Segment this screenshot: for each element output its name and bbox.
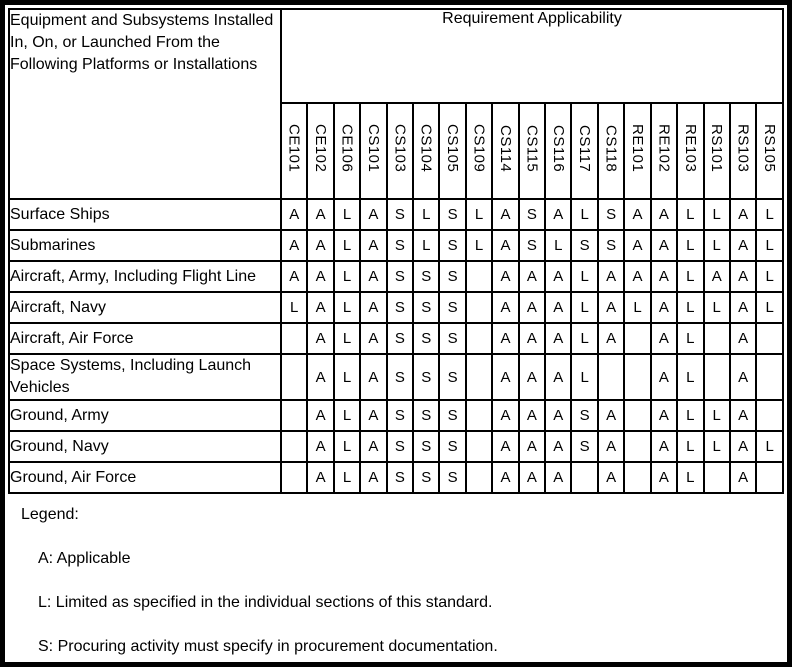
column-header-label: CS114 bbox=[496, 124, 514, 173]
applicability-cell: L bbox=[677, 199, 703, 230]
applicability-cell: A bbox=[704, 261, 730, 292]
applicability-cell: A bbox=[651, 431, 677, 462]
applicability-cell: S bbox=[387, 431, 413, 462]
applicability-cell: A bbox=[730, 462, 756, 493]
requirement-applicability-table bbox=[8, 8, 784, 494]
applicability-cell: A bbox=[598, 323, 624, 354]
applicability-cell: S bbox=[413, 261, 439, 292]
applicability-cell: L bbox=[466, 199, 492, 230]
applicability-cell: A bbox=[730, 354, 756, 400]
applicability-cell: L bbox=[334, 354, 360, 400]
applicability-cell: L bbox=[677, 431, 703, 462]
column-header-ce102 bbox=[307, 103, 333, 199]
applicability-cell: S bbox=[387, 400, 413, 431]
applicability-cell: L bbox=[704, 292, 730, 323]
column-header-rs105 bbox=[756, 103, 783, 199]
applicability-cell bbox=[466, 400, 492, 431]
applicability-cell: A bbox=[492, 292, 518, 323]
applicability-cell: A bbox=[307, 292, 333, 323]
applicability-cell bbox=[704, 323, 730, 354]
applicability-cell: S bbox=[439, 199, 465, 230]
column-header-label: CS103 bbox=[391, 124, 409, 173]
applicability-cell: A bbox=[598, 431, 624, 462]
column-header-re101 bbox=[624, 103, 650, 199]
applicability-cell bbox=[466, 292, 492, 323]
applicability-cell: L bbox=[334, 292, 360, 323]
applicability-cell: S bbox=[439, 323, 465, 354]
applicability-cell: S bbox=[413, 462, 439, 493]
applicability-cell: A bbox=[730, 431, 756, 462]
column-header-cs115 bbox=[519, 103, 545, 199]
column-header-label: CS117 bbox=[576, 124, 594, 173]
applicability-cell: A bbox=[307, 199, 333, 230]
applicability-cell bbox=[598, 354, 624, 400]
applicability-cell: A bbox=[307, 431, 333, 462]
applicability-cell: A bbox=[624, 199, 650, 230]
applicability-cell: A bbox=[307, 354, 333, 400]
applicability-cell: A bbox=[360, 354, 386, 400]
applicability-cell bbox=[281, 462, 307, 493]
applicability-cell: S bbox=[387, 199, 413, 230]
column-header-label: RS105 bbox=[761, 124, 779, 173]
column-header-label: RE102 bbox=[655, 124, 673, 173]
applicability-cell: A bbox=[281, 261, 307, 292]
applicability-cell: A bbox=[307, 261, 333, 292]
column-header-re102 bbox=[651, 103, 677, 199]
applicability-cell: A bbox=[545, 462, 571, 493]
applicability-cell bbox=[756, 400, 783, 431]
applicability-cell: A bbox=[730, 292, 756, 323]
applicability-cell: A bbox=[360, 400, 386, 431]
applicability-cell: L bbox=[704, 400, 730, 431]
column-header-cs104 bbox=[413, 103, 439, 199]
applicability-cell: L bbox=[704, 199, 730, 230]
applicability-cell: L bbox=[677, 400, 703, 431]
applicability-cell: L bbox=[545, 230, 571, 261]
applicability-cell bbox=[466, 431, 492, 462]
column-header-cs101 bbox=[360, 103, 386, 199]
applicability-cell: A bbox=[598, 292, 624, 323]
applicability-cell: S bbox=[413, 323, 439, 354]
applicability-cell: L bbox=[571, 323, 597, 354]
applicability-cell: A bbox=[360, 431, 386, 462]
applicability-cell: L bbox=[571, 199, 597, 230]
applicability-cell: A bbox=[281, 199, 307, 230]
applicability-cell: S bbox=[439, 230, 465, 261]
column-header-label: CS104 bbox=[417, 124, 435, 173]
applicability-cell: A bbox=[598, 400, 624, 431]
applicability-cell: A bbox=[651, 261, 677, 292]
column-header-cs105 bbox=[439, 103, 465, 199]
applicability-cell: S bbox=[519, 199, 545, 230]
applicability-cell: L bbox=[413, 199, 439, 230]
applicability-cell: L bbox=[334, 462, 360, 493]
applicability-cell: S bbox=[571, 230, 597, 261]
applicability-cell: L bbox=[571, 354, 597, 400]
applicability-cell: A bbox=[519, 431, 545, 462]
column-header-label: RS101 bbox=[708, 124, 726, 173]
applicability-cell: A bbox=[545, 400, 571, 431]
column-header-label: CS105 bbox=[444, 124, 462, 173]
main-header: Requirement Applicability bbox=[281, 9, 783, 103]
table-row bbox=[9, 292, 783, 323]
applicability-cell: L bbox=[677, 462, 703, 493]
row-label: Aircraft, Army, Including Flight Line bbox=[9, 261, 281, 292]
applicability-cell: S bbox=[387, 462, 413, 493]
legend bbox=[8, 494, 784, 656]
applicability-cell: A bbox=[360, 323, 386, 354]
column-header-cs103 bbox=[387, 103, 413, 199]
table-row bbox=[9, 199, 783, 230]
column-header-cs116 bbox=[545, 103, 571, 199]
table-row bbox=[9, 354, 783, 400]
applicability-cell: L bbox=[756, 261, 783, 292]
applicability-cell: A bbox=[545, 431, 571, 462]
applicability-cell: S bbox=[598, 199, 624, 230]
legend-item-limited: L: Limited as specified in the individual sections of this standard. bbox=[38, 594, 493, 611]
column-header-label: RS103 bbox=[734, 124, 752, 173]
applicability-cell: L bbox=[677, 323, 703, 354]
table-row bbox=[9, 261, 783, 292]
applicability-cell: S bbox=[413, 292, 439, 323]
applicability-cell: A bbox=[492, 230, 518, 261]
applicability-cell: A bbox=[492, 199, 518, 230]
row-label: Surface Ships bbox=[9, 199, 281, 230]
applicability-cell bbox=[281, 354, 307, 400]
applicability-cell: S bbox=[439, 462, 465, 493]
applicability-cell: L bbox=[281, 292, 307, 323]
applicability-cell: L bbox=[756, 292, 783, 323]
applicability-cell: S bbox=[387, 354, 413, 400]
applicability-cell: A bbox=[651, 354, 677, 400]
applicability-cell: S bbox=[519, 230, 545, 261]
applicability-cell: L bbox=[756, 431, 783, 462]
applicability-cell: A bbox=[307, 400, 333, 431]
applicability-cell: L bbox=[624, 292, 650, 323]
column-header-rs101 bbox=[704, 103, 730, 199]
applicability-cell: A bbox=[730, 400, 756, 431]
applicability-cell: A bbox=[492, 323, 518, 354]
table-row bbox=[9, 400, 783, 431]
header-row-main bbox=[9, 9, 783, 103]
applicability-cell: A bbox=[651, 400, 677, 431]
applicability-cell: S bbox=[413, 431, 439, 462]
column-header-label: CE102 bbox=[312, 124, 330, 173]
applicability-cell bbox=[756, 354, 783, 400]
applicability-cell: L bbox=[334, 230, 360, 261]
row-label: Ground, Navy bbox=[9, 431, 281, 462]
applicability-cell: A bbox=[360, 292, 386, 323]
applicability-cell: S bbox=[439, 261, 465, 292]
column-header-cs117 bbox=[571, 103, 597, 199]
column-header-cs118 bbox=[598, 103, 624, 199]
applicability-cell bbox=[466, 323, 492, 354]
applicability-cell: A bbox=[519, 323, 545, 354]
applicability-cell: A bbox=[492, 462, 518, 493]
applicability-cell: A bbox=[492, 354, 518, 400]
column-header-ce106 bbox=[334, 103, 360, 199]
applicability-cell: A bbox=[519, 292, 545, 323]
row-label: Aircraft, Air Force bbox=[9, 323, 281, 354]
applicability-cell: S bbox=[598, 230, 624, 261]
applicability-cell: A bbox=[624, 230, 650, 261]
column-header-label: CE106 bbox=[338, 124, 356, 173]
applicability-cell: A bbox=[307, 230, 333, 261]
applicability-cell bbox=[624, 400, 650, 431]
applicability-cell: L bbox=[756, 199, 783, 230]
applicability-cell: A bbox=[307, 462, 333, 493]
applicability-cell bbox=[466, 462, 492, 493]
applicability-cell: S bbox=[439, 354, 465, 400]
applicability-cell: L bbox=[677, 354, 703, 400]
applicability-cell: A bbox=[492, 400, 518, 431]
applicability-cell: S bbox=[413, 354, 439, 400]
applicability-cell: A bbox=[545, 292, 571, 323]
column-header-label: CS115 bbox=[523, 124, 541, 173]
column-header-label: CS101 bbox=[364, 124, 382, 173]
table-row bbox=[9, 323, 783, 354]
table-row bbox=[9, 230, 783, 261]
applicability-cell: S bbox=[413, 400, 439, 431]
applicability-cell: A bbox=[651, 292, 677, 323]
applicability-cell: S bbox=[571, 400, 597, 431]
applicability-cell: A bbox=[598, 462, 624, 493]
applicability-cell bbox=[281, 431, 307, 462]
applicability-cell: L bbox=[756, 230, 783, 261]
applicability-cell: A bbox=[545, 354, 571, 400]
applicability-cell: A bbox=[730, 230, 756, 261]
applicability-cell: L bbox=[677, 292, 703, 323]
applicability-cell: A bbox=[492, 261, 518, 292]
legend-title: Legend: bbox=[21, 506, 79, 523]
column-header-re103 bbox=[677, 103, 703, 199]
applicability-cell bbox=[624, 354, 650, 400]
applicability-cell: L bbox=[677, 230, 703, 261]
applicability-cell: S bbox=[571, 431, 597, 462]
table-row bbox=[9, 462, 783, 493]
legend-item-applicable: A: Applicable bbox=[38, 550, 131, 567]
applicability-cell bbox=[704, 354, 730, 400]
table-row bbox=[9, 431, 783, 462]
column-header-label: CS109 bbox=[470, 124, 488, 173]
applicability-cell bbox=[756, 323, 783, 354]
row-label: Submarines bbox=[9, 230, 281, 261]
applicability-cell bbox=[571, 462, 597, 493]
column-header-label: CS116 bbox=[549, 124, 567, 173]
applicability-cell: A bbox=[624, 261, 650, 292]
applicability-cell: A bbox=[492, 431, 518, 462]
applicability-cell bbox=[624, 323, 650, 354]
applicability-cell: S bbox=[387, 292, 413, 323]
applicability-cell: A bbox=[651, 462, 677, 493]
applicability-cell: A bbox=[651, 323, 677, 354]
applicability-cell: A bbox=[545, 323, 571, 354]
applicability-cell: A bbox=[730, 261, 756, 292]
column-header-cs114 bbox=[492, 103, 518, 199]
applicability-cell: L bbox=[334, 199, 360, 230]
applicability-cell: A bbox=[360, 261, 386, 292]
applicability-cell: L bbox=[704, 230, 730, 261]
applicability-cell bbox=[624, 431, 650, 462]
applicability-cell: A bbox=[360, 230, 386, 261]
applicability-cell: A bbox=[281, 230, 307, 261]
applicability-cell: A bbox=[730, 323, 756, 354]
applicability-cell: S bbox=[439, 292, 465, 323]
column-header-label: RE103 bbox=[681, 124, 699, 173]
applicability-cell: L bbox=[334, 261, 360, 292]
row-label: Space Systems, Including Launch Vehicles bbox=[9, 354, 281, 400]
applicability-cell: A bbox=[519, 462, 545, 493]
row-label: Ground, Army bbox=[9, 400, 281, 431]
applicability-cell: A bbox=[307, 323, 333, 354]
applicability-cell: L bbox=[334, 400, 360, 431]
applicability-cell: S bbox=[387, 230, 413, 261]
applicability-cell bbox=[466, 261, 492, 292]
applicability-cell: A bbox=[519, 261, 545, 292]
applicability-cell bbox=[624, 462, 650, 493]
applicability-cell: A bbox=[545, 199, 571, 230]
column-header-cs109 bbox=[466, 103, 492, 199]
applicability-cell: A bbox=[360, 462, 386, 493]
applicability-cell: A bbox=[598, 261, 624, 292]
applicability-cell: S bbox=[439, 400, 465, 431]
applicability-cell: A bbox=[519, 354, 545, 400]
applicability-cell: S bbox=[439, 431, 465, 462]
applicability-cell bbox=[281, 400, 307, 431]
applicability-cell: L bbox=[677, 261, 703, 292]
column-header-label: CE101 bbox=[285, 124, 303, 173]
applicability-cell: L bbox=[334, 323, 360, 354]
applicability-cell bbox=[281, 323, 307, 354]
applicability-cell bbox=[756, 462, 783, 493]
applicability-cell: S bbox=[387, 323, 413, 354]
applicability-cell: L bbox=[571, 292, 597, 323]
applicability-cell: L bbox=[334, 431, 360, 462]
column-header-label: RE101 bbox=[628, 124, 646, 173]
row-label: Aircraft, Navy bbox=[9, 292, 281, 323]
applicability-cell: L bbox=[571, 261, 597, 292]
applicability-cell: A bbox=[651, 199, 677, 230]
applicability-cell: A bbox=[545, 261, 571, 292]
row-label: Ground, Air Force bbox=[9, 462, 281, 493]
applicability-cell: A bbox=[651, 230, 677, 261]
column-header-label: CS118 bbox=[602, 124, 620, 173]
applicability-cell: L bbox=[704, 431, 730, 462]
applicability-cell bbox=[704, 462, 730, 493]
applicability-cell: A bbox=[519, 400, 545, 431]
column-header-rs103 bbox=[730, 103, 756, 199]
corner-header: Equipment and Subsystems Installed In, On, or Launched From the Following Platforms or Installations bbox=[9, 9, 281, 199]
applicability-cell: A bbox=[360, 199, 386, 230]
column-header-ce101 bbox=[281, 103, 307, 199]
applicability-cell: S bbox=[387, 261, 413, 292]
applicability-cell: A bbox=[730, 199, 756, 230]
applicability-cell: L bbox=[413, 230, 439, 261]
legend-item-specify: S: Procuring activity must specify in procurement documentation. bbox=[38, 638, 498, 655]
applicability-cell: L bbox=[466, 230, 492, 261]
applicability-cell bbox=[466, 354, 492, 400]
